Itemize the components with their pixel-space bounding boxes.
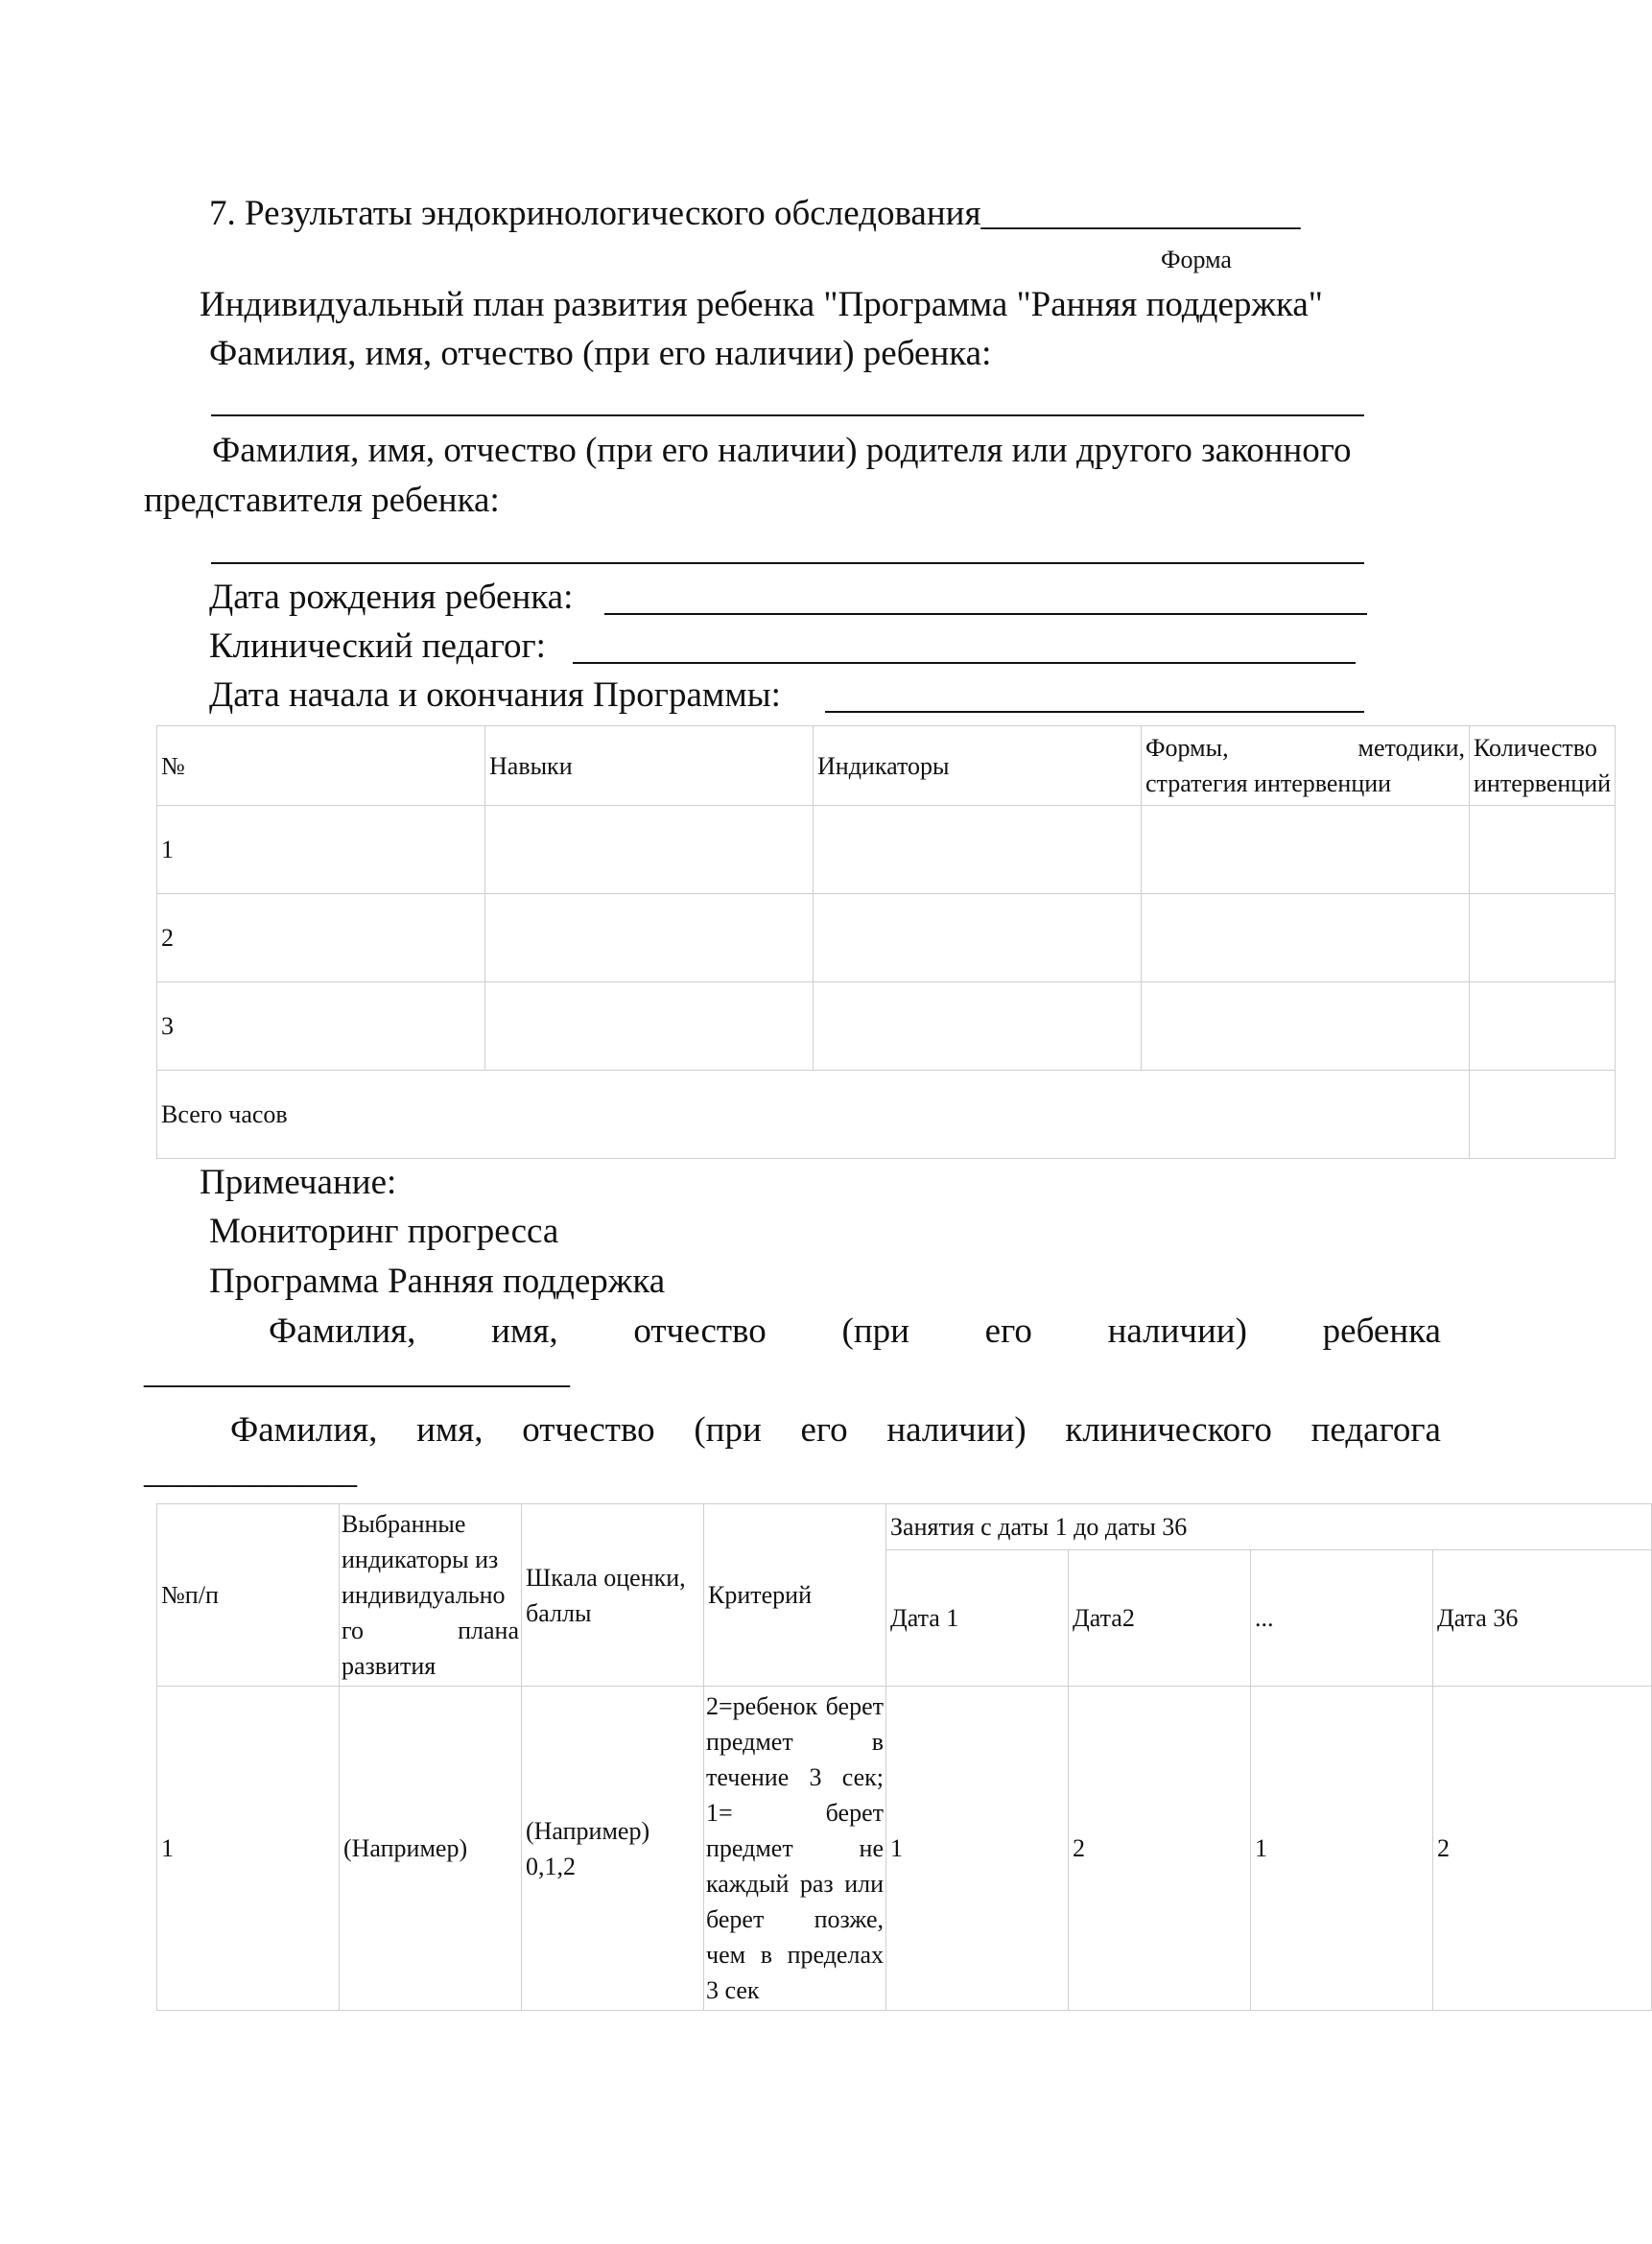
plan-row-num: 1 <box>157 806 485 894</box>
monitor-header-row-1 <box>157 1504 1652 1550</box>
plan-header-num: № <box>157 726 485 806</box>
plan-cell-forms[interactable] <box>1142 894 1470 982</box>
plan-cell-skills[interactable] <box>485 894 814 982</box>
parent-name-label-line2: представителя ребенка: <box>144 481 500 520</box>
teacher-name-monitor-label <box>230 1409 1441 1452</box>
word: наличии) <box>886 1410 1027 1450</box>
plan-cell-count[interactable] <box>1470 982 1616 1071</box>
word: имя, <box>416 1410 484 1450</box>
child-name-field-line <box>211 414 1364 416</box>
scale-line: (Например) <box>526 1816 650 1845</box>
birth-date-label: Дата рождения ребенка: <box>209 578 574 617</box>
plan-cell-count[interactable] <box>1470 894 1616 982</box>
table-row <box>157 982 1616 1071</box>
child-name-monitor-field-line: ________________________ <box>144 1352 570 1391</box>
monitor-header-sessions: Занятия с даты 1 до даты 36 <box>886 1504 1652 1550</box>
monitor-row-criterion: 2=ребенок берет предмет в течение 3 сек; 1= берет предмет не каждый раз или берет позже, чем в пределах 3 сек <box>704 1687 886 2011</box>
monitor-row-num: 1 <box>157 1687 340 2011</box>
plan-row-num: 3 <box>157 982 485 1071</box>
word: его <box>984 1311 1032 1351</box>
word: наличии) <box>1107 1311 1247 1351</box>
word: Фамилия, <box>269 1311 416 1351</box>
header-line: го плана <box>342 1617 519 1644</box>
word: (при <box>694 1410 762 1450</box>
word: отчество <box>522 1410 655 1450</box>
plan-total-label: Всего часов <box>157 1071 1470 1159</box>
plan-cell-indicators[interactable] <box>814 894 1142 982</box>
child-name-monitor-label <box>269 1311 1441 1353</box>
plan-cell-indicators[interactable] <box>814 806 1142 894</box>
word: имя, <box>491 1311 558 1351</box>
parent-name-field-line <box>211 562 1364 564</box>
word: педагога <box>1310 1410 1441 1450</box>
child-name-label: Фамилия, имя, отчество (при его наличии) ребенка: <box>209 334 992 373</box>
plan-cell-indicators[interactable] <box>814 982 1142 1071</box>
note-label: Примечание: <box>200 1163 397 1202</box>
plan-cell-forms[interactable] <box>1142 806 1470 894</box>
plan-header-count <box>1470 726 1616 806</box>
plan-header-indicators: Индикаторы <box>814 726 1142 806</box>
header-line: индикаторы из <box>342 1546 499 1573</box>
form-label: Форма <box>1161 246 1232 273</box>
plan-header-forms-line2: стратегия интервенции <box>1145 769 1392 797</box>
table-row <box>157 806 1616 894</box>
monitor-header-date2: Дата2 <box>1069 1550 1251 1687</box>
plan-header-forms-word2: методики, <box>1357 734 1465 762</box>
monitor-row-date36[interactable]: 2 <box>1433 1687 1652 2011</box>
word: Фамилия, <box>230 1410 378 1450</box>
plan-table-header-row <box>157 726 1616 806</box>
program-dates-label: Дата начала и окончания Программы: <box>209 675 781 715</box>
plan-total-value[interactable] <box>1470 1071 1616 1159</box>
monitor-row-scale <box>522 1687 704 2011</box>
monitor-header-date1: Дата 1 <box>886 1550 1069 1687</box>
monitor-row-date1[interactable]: 1 <box>886 1687 1069 2011</box>
plan-cell-count[interactable] <box>1470 806 1616 894</box>
monitor-header-num: №п/п <box>157 1504 340 1687</box>
plan-header-forms <box>1142 726 1470 806</box>
table-row <box>157 894 1616 982</box>
monitor-header-indicators <box>340 1504 522 1687</box>
program-title: Программа Ранняя поддержка <box>209 1262 666 1301</box>
header-line: Выбранные <box>342 1510 466 1538</box>
teacher-name-monitor-field-line: ____________ <box>144 1452 357 1491</box>
program-dates-field-line <box>825 711 1364 713</box>
scale-line: 0,1,2 <box>526 1852 576 1880</box>
plan-cell-forms[interactable] <box>1142 982 1470 1071</box>
monitor-row-indicator: (Например) <box>340 1687 522 2011</box>
birth-date-field-line <box>604 613 1367 615</box>
monitor-header-date36: Дата 36 <box>1433 1550 1652 1687</box>
table-row <box>157 1687 1652 2011</box>
plan-total-row <box>157 1071 1616 1159</box>
monitoring-table <box>156 1503 1652 2011</box>
word: отчество <box>633 1311 767 1351</box>
plan-header-forms-word1: Формы, <box>1145 734 1229 762</box>
monitor-header-scale: Шкала оценки, баллы <box>522 1504 704 1687</box>
word: ребенка <box>1322 1311 1441 1351</box>
plan-row-num: 2 <box>157 894 485 982</box>
plan-cell-skills[interactable] <box>485 806 814 894</box>
plan-cell-skills[interactable] <box>485 982 814 1071</box>
word: клинического <box>1065 1410 1272 1450</box>
section-7-heading: 7. Результаты эндокринологического обследования__________________ <box>209 194 1301 233</box>
plan-title: Индивидуальный план развития ребенка "Программа "Ранняя поддержка" <box>200 285 1323 324</box>
monitoring-title: Мониторинг прогресса <box>209 1212 559 1251</box>
monitor-row-date2[interactable]: 2 <box>1069 1687 1251 2011</box>
parent-name-label-line1: Фамилия, имя, отчество (при его наличии) родителя или другого законного <box>212 431 1352 470</box>
monitor-header-ellipsis: ... <box>1251 1550 1433 1687</box>
header-line: индивидуально <box>342 1581 506 1609</box>
header-line: развития <box>342 1652 437 1680</box>
teacher-label: Клинический педагог: <box>209 626 546 666</box>
monitor-header-criterion: Критерий <box>704 1504 886 1687</box>
plan-header-count-line2: интервенций <box>1474 769 1612 797</box>
teacher-field-line <box>573 662 1356 664</box>
monitor-row-ellipsis[interactable]: 1 <box>1251 1687 1433 2011</box>
plan-table <box>156 725 1616 1159</box>
plan-header-skills: Навыки <box>485 726 814 806</box>
plan-header-count-line1: Количество <box>1474 734 1597 762</box>
word: его <box>800 1410 848 1450</box>
word: (при <box>841 1311 909 1351</box>
